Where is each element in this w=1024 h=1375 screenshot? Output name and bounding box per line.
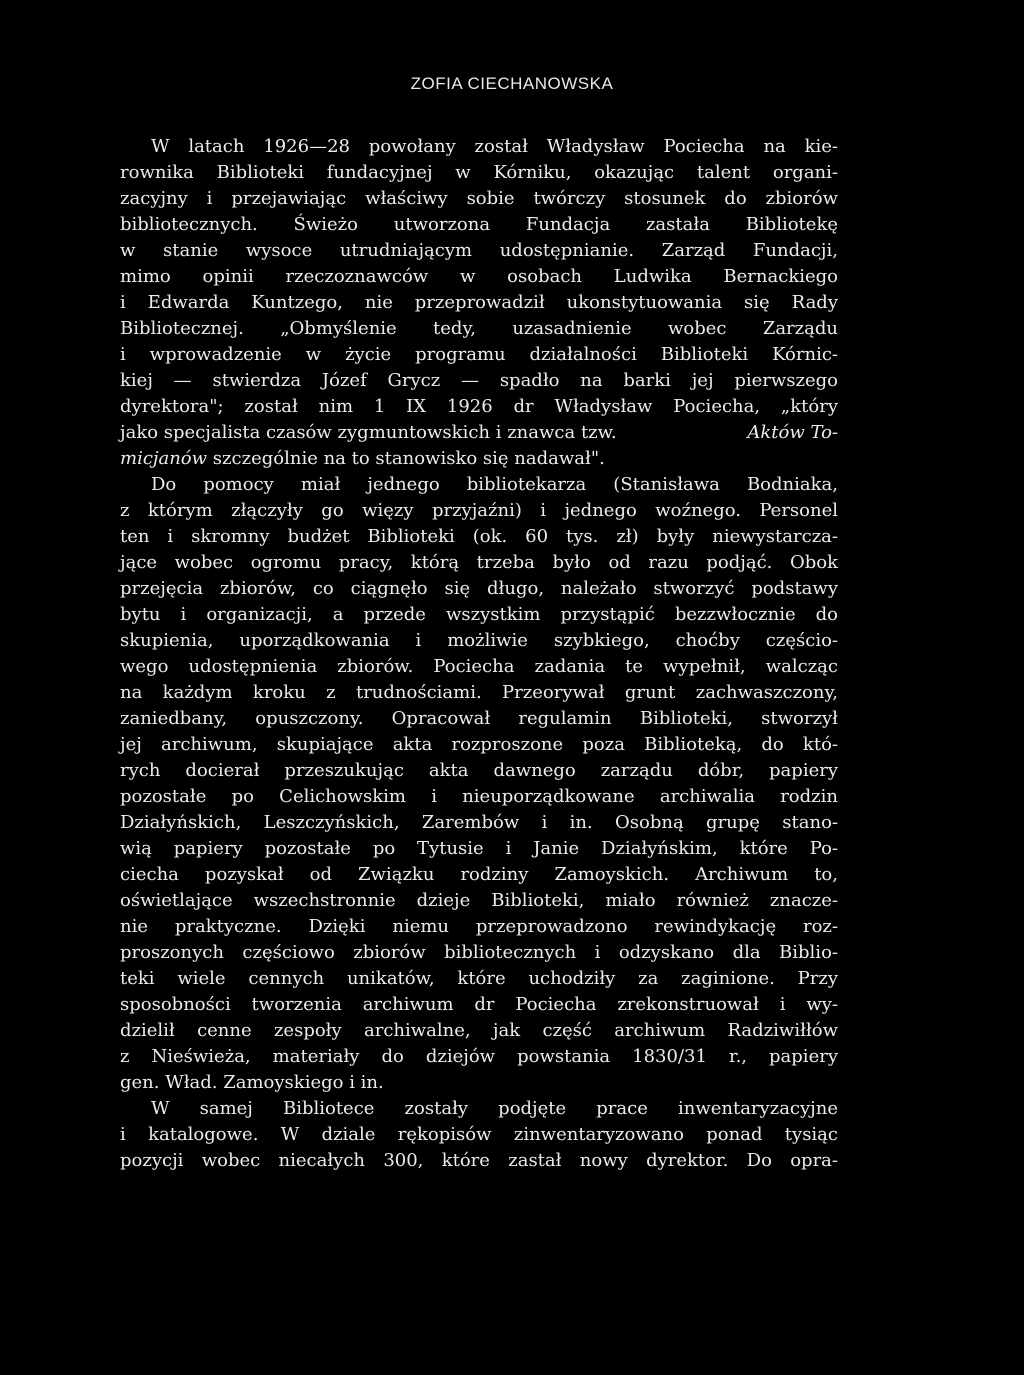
text-line: proszonych częściowo zbiorów bibliotecznych i odzyskano dla Biblio-	[120, 942, 838, 963]
text-line: i katalogowe. W dziale rękopisów zinwentaryzowano ponad tysiąc	[120, 1124, 838, 1145]
text-line: W latach 1926—28 powołany został Władysław Pociecha na kie-	[151, 136, 838, 157]
text-line: bytu i organizacji, a przede wszystkim przystąpić bezzwłocznie do	[120, 604, 838, 625]
text-line: wego udostępnienia zbiorów. Pociecha zadania te wypełnił, walcząc	[120, 656, 838, 677]
text-line: ten i skromny budżet Biblioteki (ok. 60 tys. zł) były niewystarcza-	[120, 526, 838, 547]
text-line: skupienia, uporządkowania i możliwie szybkiego, choćby częścio-	[120, 630, 838, 651]
text-line: przejęcia zbiorów, co ciągnęło się długo, należało stworzyć podstawy	[120, 578, 838, 599]
text-line: gen. Wład. Zamoyskiego i in.	[120, 1072, 384, 1093]
text-line: zacyjny i przejawiając właściwy sobie twórczy stosunek do zbiorów	[120, 188, 838, 209]
text-line: rownika Biblioteki fundacyjnej w Kórniku, okazując talent organi-	[120, 162, 838, 183]
text-line: sposobności tworzenia archiwum dr Pociecha zrekonstruował i wy-	[120, 994, 838, 1015]
text-line: kiej — stwierdza Józef Grycz — spadło na barki jej pierwszego	[120, 370, 838, 391]
text-line: na każdym kroku z trudnościami. Przeorywał grunt zachwaszczony,	[120, 682, 838, 703]
text-line: jej archiwum, skupiające akta rozproszone poza Biblioteką, do któ-	[120, 734, 838, 755]
text-line: Działyńskich, Leszczyńskich, Zarembów i in. Osobną grupę stano-	[120, 812, 838, 833]
running-head: ZOFIA CIECHANOWSKA	[410, 74, 614, 93]
text-line: oświetlające wszechstronnie dzieje Biblioteki, miało również znacze-	[120, 890, 838, 911]
text-line: zaniedbany, opuszczony. Opracował regulamin Biblioteki, stworzył	[120, 708, 838, 729]
text-line: pozostałe po Celichowskim i nieuporządkowane archiwalia rodzin	[120, 786, 838, 807]
text-line: z którym złączyły go więzy przyjaźni) i jednego woźnego. Personel	[120, 500, 838, 521]
text-line: rych docierał przeszukując akta dawnego zarządu dóbr, papiery	[120, 760, 838, 781]
text-line: i Edwarda Kuntzego, nie przeprowadził ukonstytuowania się Rady	[120, 292, 838, 313]
text-line: ciecha pozyskał od Związku rodziny Zamoyskich. Archiwum to,	[120, 864, 838, 885]
italic-title-segment: Aktów To-	[747, 422, 838, 443]
text-line: mimo opinii rzeczoznawców w osobach Ludwika Bernackiego	[120, 266, 838, 287]
text-line: z Nieświeża, materiały do dziejów powstania 1830/31 r., papiery	[120, 1046, 838, 1067]
text-line: dzielił cenne zespoły archiwalne, jak część archiwum Radziwiłłów	[120, 1020, 838, 1041]
text-line: pozycji wobec niecałych 300, które zastał nowy dyrektor. Do opra-	[120, 1150, 838, 1171]
text-line: i wprowadzenie w życie programu działalności Biblioteki Kórnic-	[120, 344, 838, 365]
text-segment: jako specjalista czasów zygmuntowskich i znawca tzw.	[120, 422, 617, 443]
text-line: jące wobec ogromu pracy, którą trzeba było od razu podjąć. Obok	[120, 552, 838, 573]
text-segment: szczególnie na to stanowisko się nadawał".	[212, 448, 605, 469]
text-line: bibliotecznych. Świeżo utworzona Fundacja zastała Bibliotekę	[120, 214, 838, 235]
text-line: Bibliotecznej. „Obmyślenie tedy, uzasadnienie wobec Zarządu	[120, 318, 838, 339]
text-line: nie praktyczne. Dzięki niemu przeprowadzono rewindykację roz-	[120, 916, 838, 937]
text-line: wią papiery pozostałe po Tytusie i Janie Działyńskim, które Po-	[120, 838, 838, 859]
text-line: teki wiele cennych unikatów, które uchodziły za zaginione. Przy	[120, 968, 838, 989]
text-line: dyrektora"; został nim 1 IX 1926 dr Władysław Pociecha, „który	[120, 396, 838, 417]
text-line: w stanie wysoce utrudniającym udostępnianie. Zarząd Fundacji,	[120, 240, 838, 261]
text-line: W samej Bibliotece zostały podjęte prace inwentaryzacyjne	[151, 1098, 838, 1119]
text-line: Do pomocy miał jednego bibliotekarza (Stanisława Bodniaka,	[151, 474, 838, 495]
italic-title-segment: micjanów	[120, 448, 208, 469]
